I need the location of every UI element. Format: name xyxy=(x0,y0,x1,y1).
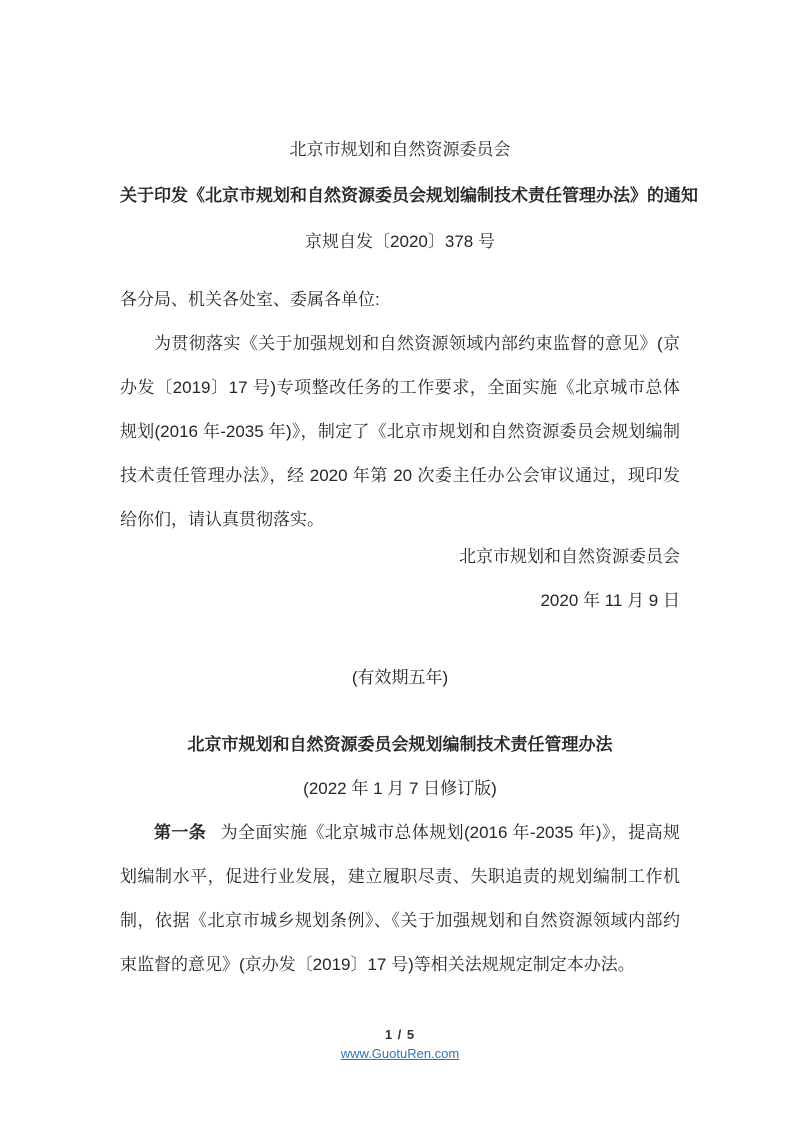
page-footer xyxy=(0,1026,800,1063)
article-1 xyxy=(120,811,680,987)
salutation: 各分局、机关各处室、委属各单位: xyxy=(120,290,380,309)
validity-note: (有效期五年) xyxy=(351,668,449,687)
regulation-title: 北京市规划和自然资源委员会规划编制技术责任管理办法 xyxy=(187,735,613,754)
article-1-label: 第一条 xyxy=(154,823,207,842)
article-1-text: 为全面实施《北京城市总体规划(2016 年-2035 年)》，提高规划编制水平，促进行业发展，建立履职尽责、失职追责的规划编制工作机制，依据《北京市城乡规划条例》、《关于加强规划和自然资源领域内部约束监督的意见》(京办发〔2019〕17 号)等相关法规规定制定本办法。 xyxy=(120,823,680,974)
regulation-revision-date: (2022 年 1 月 7 日修订版) xyxy=(303,779,497,798)
footer-website-link[interactable]: www.GuotuRen.com xyxy=(340,1046,460,1061)
document-number: 京规自发〔2020〕378 号 xyxy=(305,232,495,251)
signature-issuer: 北京市规划和自然资源委员会 xyxy=(459,547,680,566)
signature-date: 2020 年 11 月 9 日 xyxy=(540,591,680,610)
issuer-name: 北京市规划和自然资源委员会 xyxy=(289,140,511,159)
notice-paragraph: 为贯彻落实《关于加强规划和自然资源领域内部约束监督的意见》(京办发〔2019〕17 号)专项整改任务的工作要求，全面实施《北京城市总体规划(2016 年-2035 年)》，制定了《北京市规划和自然资源委员会规划编制技术责任管理办法》，经 2020 年第 20 次委主任办公会审议通过，现印发给你们，请认真贯彻落实。 xyxy=(120,334,680,529)
notice-body xyxy=(120,278,680,542)
notice-title: 关于印发《北京市规划和自然资源委员会规划编制技术责任管理办法》的通知 xyxy=(120,186,698,205)
page-number: 1 / 5 xyxy=(384,1027,416,1042)
signature-block xyxy=(120,535,680,623)
